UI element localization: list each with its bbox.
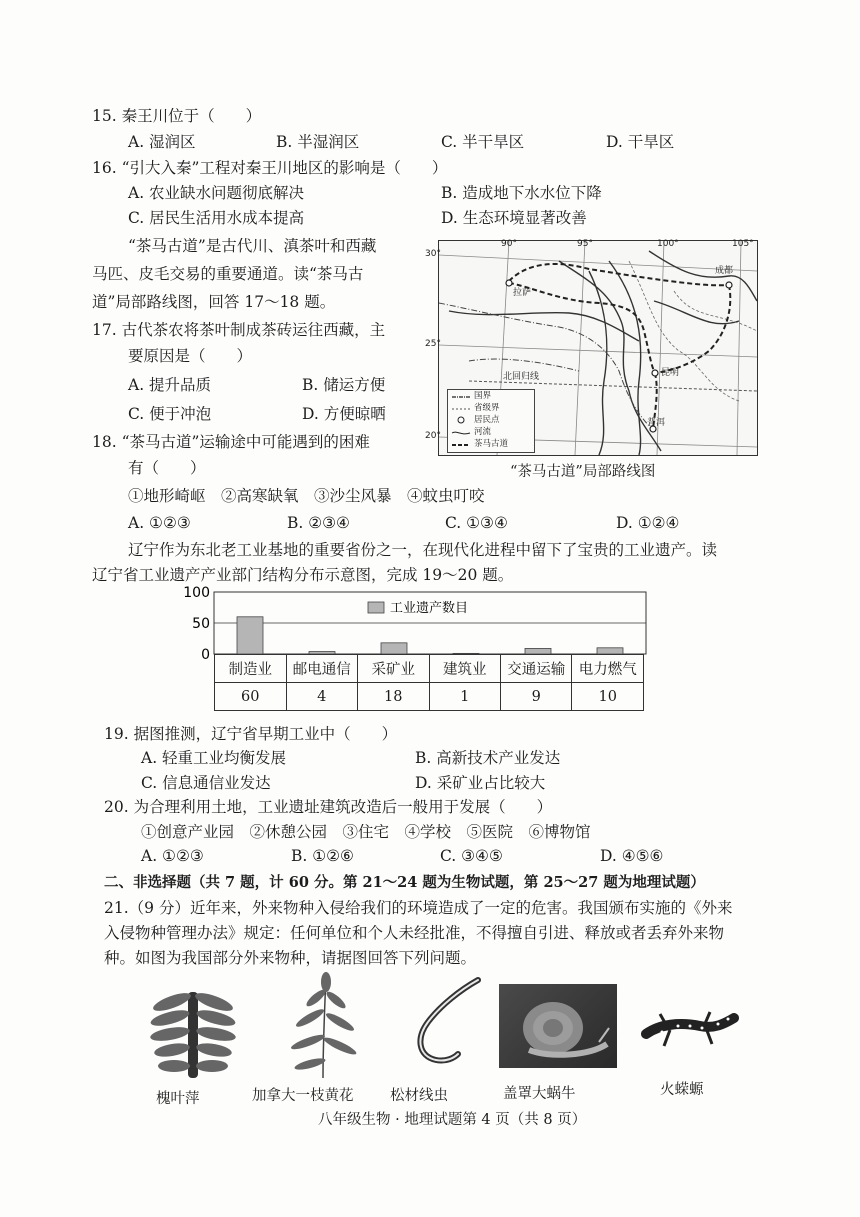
city-chengdu: 成都: [715, 266, 734, 276]
q18-option-b[interactable]: B. ②③④: [287, 514, 350, 532]
section2-heading: 二、非选择题（共 7 题，计 60 分。第 21～24 题为生物试题，第 25～27 题为地理试题）: [104, 874, 705, 891]
goldenrod-image: [290, 972, 356, 1080]
q18-option-d[interactable]: D. ①②④: [616, 514, 680, 532]
value-row: [215, 683, 644, 711]
q17-option-d[interactable]: D. 方便晾晒: [302, 405, 386, 423]
q20-items: ①创意产业园 ②休憩公园 ③住宅 ④学校 ⑤医院 ⑥博物馆: [141, 823, 591, 841]
q15-option-a[interactable]: A. 湿润区: [128, 133, 196, 151]
lat-label-25: 25°: [425, 339, 441, 349]
lat-label-20: 20°: [425, 431, 441, 441]
tea-horse-road-map: [425, 239, 758, 456]
value-cell: 4: [286, 683, 357, 711]
q19-option-c[interactable]: C. 信息通信业发达: [141, 774, 271, 792]
lon-label-100: 100°: [657, 239, 679, 249]
bar-3: [381, 643, 407, 654]
species-label-5: 火蝾螈: [660, 1082, 704, 1098]
map-caption: “茶马古道”局部路线图: [510, 464, 656, 480]
q19-option-a[interactable]: A. 轻重工业均衡发展: [141, 749, 287, 767]
species-label-3: 松材线虫: [390, 1088, 448, 1104]
q20-option-c[interactable]: C. ③④⑤: [440, 847, 503, 865]
category-cell: 建筑业: [429, 655, 500, 683]
legend-national-border: 国界: [474, 391, 492, 401]
category-row: [215, 655, 644, 683]
q18-option-c[interactable]: C. ①③④: [445, 514, 508, 532]
q21-line3: 种。如图为我国部分外来物种，请据图回答下列问题。: [104, 949, 477, 967]
legend-swatch: [368, 602, 384, 613]
legend-label: 工业遗产数目: [390, 601, 469, 616]
salvinia-image: [148, 988, 240, 1082]
q20-option-b[interactable]: B. ①②⑥: [291, 847, 354, 865]
intro17-line3: 道”局部路线图，回答 17～18 题。: [92, 293, 336, 311]
q19-option-d[interactable]: D. 采矿业占比较大: [415, 774, 546, 792]
category-cell: 电力燃气: [572, 655, 644, 683]
value-cell: 18: [357, 683, 429, 711]
q15-option-b[interactable]: B. 半湿润区: [276, 133, 360, 151]
intro17-line2: 马匹、皮毛交易的重要通道。读“茶马古: [92, 265, 364, 283]
q18-items: ①地形崎岖 ②高寒缺氧 ③沙尘风暴 ④蚊虫叮咬: [128, 487, 485, 505]
category-cell: 采矿业: [357, 655, 429, 683]
lon-label-95: 95°: [577, 239, 593, 249]
intro19-line2: 辽宁省工业遗产产业部门结构分布示意图，完成 19～20 题。: [92, 566, 514, 584]
legend-tea-horse-road: 茶马古道: [474, 439, 509, 449]
q18-stem-line2: 有（ ）: [128, 459, 206, 477]
category-cell: 邮电通信: [286, 655, 357, 683]
value-cell: 9: [500, 683, 571, 711]
q16-option-a[interactable]: A. 农业缺水问题彻底解决: [128, 184, 305, 202]
city-puer: 普洱: [647, 418, 666, 428]
q19-stem: 19. 据图推测，辽宁省早期工业中（ ）: [104, 725, 398, 743]
lat-label-30: 30°: [425, 249, 441, 259]
snail-image: [499, 984, 617, 1068]
lon-label-105: 105°: [732, 239, 754, 249]
bar-1: [237, 617, 263, 654]
salamander-image: [640, 1004, 740, 1056]
intro17-line1: “茶马古道”是古代川、滇茶叶和西藏: [128, 237, 377, 255]
q18-stem-line1: 18. “茶马古道”运输途中可能遇到的困难: [92, 433, 370, 451]
category-cell: 制造业: [215, 655, 287, 683]
q15-stem: 15. 秦王川位于（ ）: [92, 107, 262, 125]
species-label-4: 盖罩大蜗牛: [503, 1086, 576, 1102]
q18-option-a[interactable]: A. ①②③: [128, 514, 191, 532]
q21-line2: 入侵物种管理办法》规定：任何单位和个人未经批准，不得擅自引进、释放或者丢弃外来物: [104, 924, 725, 942]
q17-option-b[interactable]: B. 储运方便: [302, 376, 386, 394]
q20-stem: 20. 为合理利用土地，工业遗址建筑改造后一般用于发展（ ）: [104, 798, 553, 816]
q17-stem-line2: 要原因是（ ）: [128, 347, 253, 365]
lon-label-90: 90°: [501, 239, 517, 249]
q16-option-d[interactable]: D. 生态环境显著改善: [441, 209, 587, 227]
nematode-image: [400, 976, 482, 1068]
q17-stem-line1: 17. 古代茶农将茶叶制成茶砖运往西藏，主: [92, 321, 386, 339]
city-lhasa: 拉萨: [513, 288, 532, 298]
city-kunming: 昆明: [661, 368, 680, 378]
q16-stem: 16. “引大入秦”工程对秦王川地区的影响是（ ）: [92, 159, 448, 177]
y-tick-label: 100: [183, 585, 210, 601]
legend-settlement: 居民点: [448, 414, 534, 426]
category-cell: 交通运输: [500, 655, 571, 683]
value-cell: 1: [429, 683, 500, 711]
value-cell: 60: [215, 683, 287, 711]
y-tick-label: 0: [201, 647, 210, 663]
q15-option-d[interactable]: D. 干旱区: [606, 133, 675, 151]
q19-option-b[interactable]: B. 高新技术产业发达: [415, 749, 561, 767]
page-footer: 八年级生物 · 地理试题第 4 页（共 8 页）: [318, 1112, 587, 1128]
species-label-2: 加拿大一枝黄花: [252, 1088, 354, 1104]
intro19-line1: 辽宁作为东北老工业基地的重要省份之一，在现代化进程中留下了宝贵的工业遗产。读: [128, 541, 718, 559]
tropic-label: 北回归线: [503, 372, 540, 382]
map-legend: [447, 389, 535, 453]
y-tick-label: 50: [192, 616, 210, 632]
bar-chart: [183, 585, 644, 663]
q17-option-a[interactable]: A. 提升品质: [128, 376, 212, 394]
q20-option-d[interactable]: D. ④⑤⑥: [600, 847, 664, 865]
q20-option-a[interactable]: A. ①②③: [141, 847, 204, 865]
legend-provincial-border: 省级界: [474, 403, 500, 413]
chart-table: [214, 654, 644, 711]
q17-option-c[interactable]: C. 便于冲泡: [128, 405, 212, 423]
species-label-1: 槐叶萍: [156, 1091, 200, 1107]
q21-line1: 21.（9 分）近年来，外来物种入侵给我们的环境造成了一定的危害。我国颁布实施的《外来: [104, 899, 733, 917]
industrial-heritage-chart: [183, 585, 644, 712]
q16-option-b[interactable]: B. 造成地下水水位下降: [441, 184, 602, 202]
q16-option-c[interactable]: C. 居民生活用水成本提高: [128, 209, 305, 227]
value-cell: 10: [572, 683, 644, 711]
legend-river: 河流: [448, 426, 534, 438]
q15-option-c[interactable]: C. 半干旱区: [441, 133, 525, 151]
